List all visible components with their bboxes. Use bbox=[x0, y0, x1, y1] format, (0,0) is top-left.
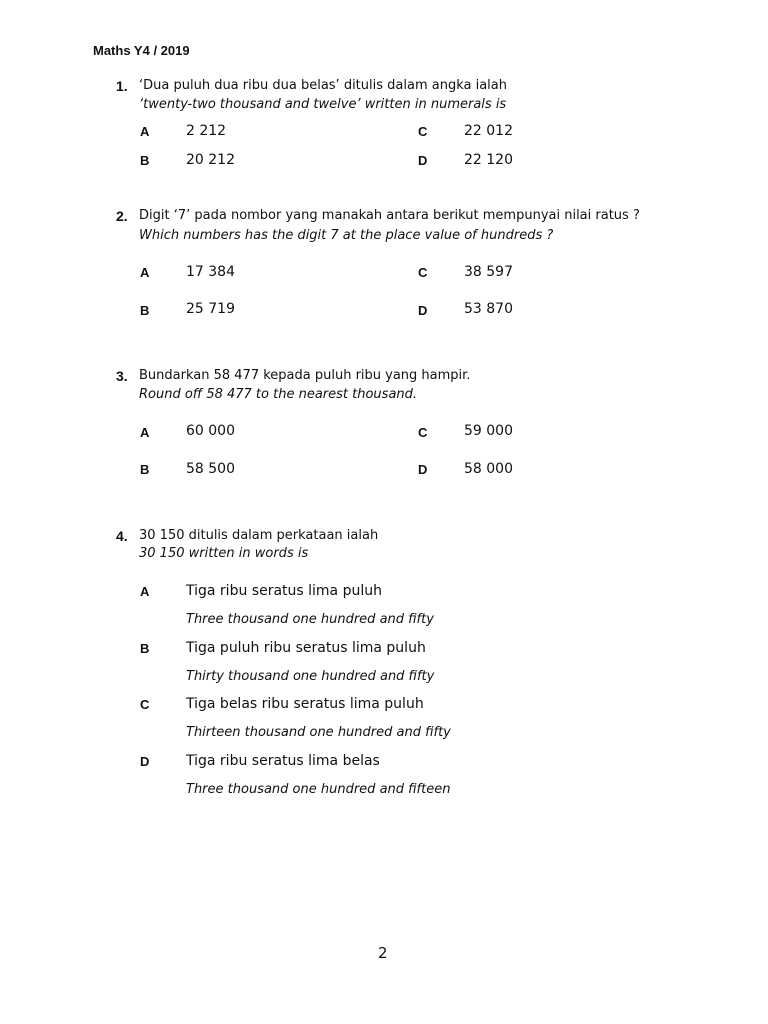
question-text-english: 30 150 written in words is bbox=[139, 546, 309, 561]
option-letter-a: A bbox=[140, 124, 150, 139]
option-letter-c: C bbox=[418, 265, 428, 280]
question-text-malay: Digit ‘7’ pada nombor yang manakah antara berikut mempunyai nilai ratus ? bbox=[139, 208, 640, 223]
option-b[interactable]: 20 212 bbox=[186, 152, 235, 168]
option-a-malay[interactable]: Tiga ribu seratus lima puluh bbox=[186, 583, 382, 599]
question-text-malay: Bundarkan 58 477 kepada puluh ribu yang hampir. bbox=[139, 368, 471, 383]
option-letter-a: A bbox=[140, 265, 150, 280]
option-letter-b: B bbox=[140, 303, 150, 318]
option-d[interactable]: 53 870 bbox=[464, 301, 513, 317]
question-number: 2. bbox=[116, 208, 128, 224]
option-c[interactable]: 22 012 bbox=[464, 123, 513, 139]
option-b[interactable]: 58 500 bbox=[186, 461, 235, 477]
question-text-english: Which numbers has the digit 7 at the place value of hundreds ? bbox=[139, 228, 554, 243]
option-c-english[interactable]: Thirteen thousand one hundred and fifty bbox=[186, 725, 451, 740]
option-c[interactable]: 59 000 bbox=[464, 423, 513, 439]
option-a-english[interactable]: Three thousand one hundred and fifty bbox=[186, 612, 434, 627]
option-b[interactable]: 25 719 bbox=[186, 301, 235, 317]
question-text-malay: 30 150 ditulis dalam perkataan ialah bbox=[139, 528, 379, 543]
option-letter-a: A bbox=[140, 584, 150, 599]
page-header: Maths Y4 / 2019 bbox=[93, 43, 190, 58]
option-letter-a: A bbox=[140, 425, 150, 440]
page-number: 2 bbox=[378, 944, 388, 962]
option-a[interactable]: 2 212 bbox=[186, 123, 227, 139]
option-letter-c: C bbox=[418, 124, 428, 139]
option-d[interactable]: 22 120 bbox=[464, 152, 513, 168]
option-letter-d: D bbox=[418, 462, 428, 477]
question-number: 1. bbox=[116, 78, 128, 94]
option-letter-c: C bbox=[140, 697, 150, 712]
question-number: 4. bbox=[116, 528, 128, 544]
option-letter-d: D bbox=[418, 153, 428, 168]
option-b-english[interactable]: Thirty thousand one hundred and fifty bbox=[186, 669, 435, 684]
question-text-english: ‘twenty-two thousand and twelve’ written in numerals is bbox=[139, 97, 507, 112]
option-letter-b: B bbox=[140, 462, 150, 477]
option-letter-d: D bbox=[418, 303, 428, 318]
option-a[interactable]: 60 000 bbox=[186, 423, 235, 439]
option-c[interactable]: 38 597 bbox=[464, 264, 513, 280]
question-text-malay: ‘Dua puluh dua ribu dua belas’ ditulis dalam angka ialah bbox=[139, 78, 507, 93]
option-letter-b: B bbox=[140, 153, 150, 168]
option-b-malay[interactable]: Tiga puluh ribu seratus lima puluh bbox=[186, 640, 426, 656]
question-text-english: Round off 58 477 to the nearest thousand. bbox=[139, 387, 418, 402]
option-letter-b: B bbox=[140, 641, 150, 656]
option-d-malay[interactable]: Tiga ribu seratus lima belas bbox=[186, 753, 380, 769]
option-d-english[interactable]: Three thousand one hundred and fifteen bbox=[186, 782, 451, 797]
option-letter-d: D bbox=[140, 754, 150, 769]
option-c-malay[interactable]: Tiga belas ribu seratus lima puluh bbox=[186, 696, 424, 712]
option-a[interactable]: 17 384 bbox=[186, 264, 235, 280]
question-number: 3. bbox=[116, 368, 128, 384]
option-d[interactable]: 58 000 bbox=[464, 461, 513, 477]
option-letter-c: C bbox=[418, 425, 428, 440]
